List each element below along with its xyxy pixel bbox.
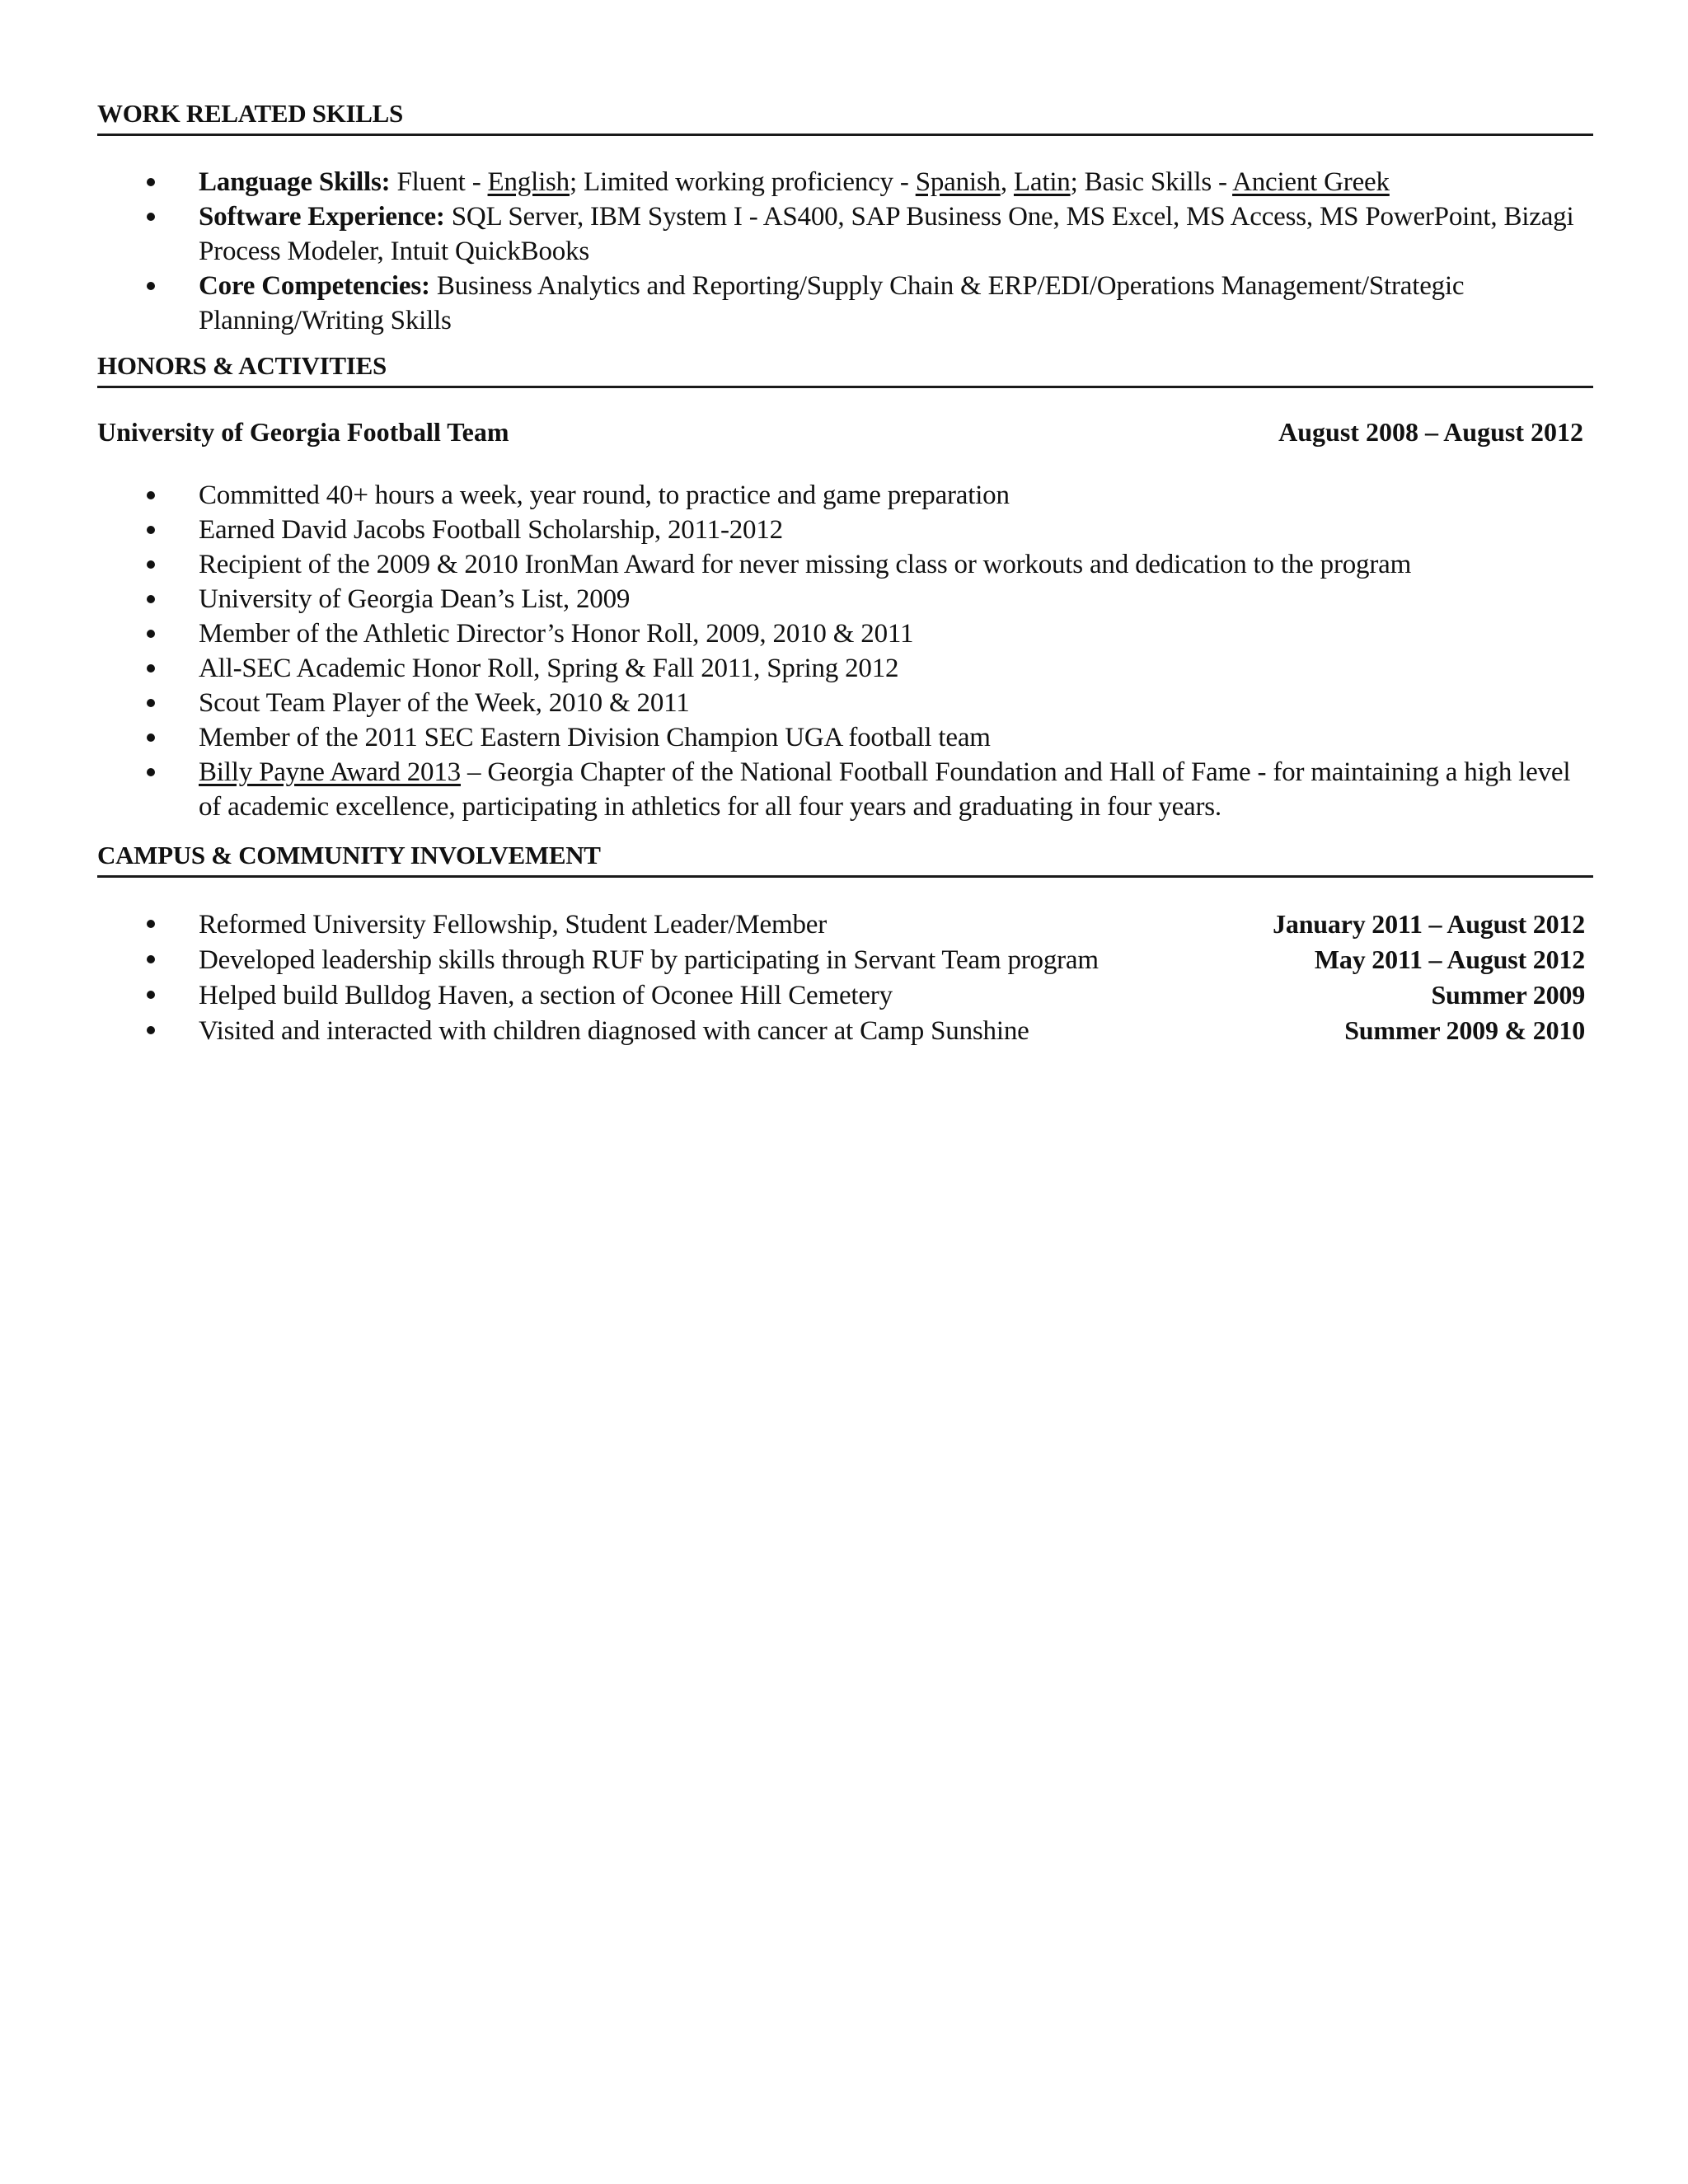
bullet-icon xyxy=(147,630,155,638)
item-text: University of Georgia Dean’s List, 2009 xyxy=(199,584,631,614)
campus-community-list xyxy=(97,907,1593,1048)
text: ; Limited working proficiency - xyxy=(569,167,916,197)
bullet-icon xyxy=(147,733,155,742)
row xyxy=(199,907,1593,942)
lang-english: English xyxy=(487,167,570,197)
list-item xyxy=(97,582,1593,616)
item-text: Member of the 2011 SEC Eastern Division Champion UGA football team xyxy=(199,723,991,752)
award-description: – Georgia Chapter of the National Football Foundation and Hall of Fame - for maintaining a high level of academic excellence, participating in athletics for all four years and graduating in four years. xyxy=(199,757,1571,822)
item-text: Developed leadership skills through RUF by participating in Servant Team program xyxy=(199,945,1099,975)
item-date: Summer 2009 & 2010 xyxy=(1344,1015,1585,1045)
lang-latin: Latin xyxy=(1013,167,1071,197)
list-item xyxy=(97,977,1593,1013)
label-core-competencies: Core Competencies: xyxy=(199,271,430,301)
bullet-icon xyxy=(147,955,155,963)
organization-header xyxy=(97,415,1583,449)
text: , xyxy=(1000,167,1014,197)
row xyxy=(199,942,1593,977)
label-software-experience: Software Experience: xyxy=(199,202,445,232)
item-text: Recipient of the 2009 & 2010 IronMan Award for never missing class or workouts and dedication to the program xyxy=(199,550,1412,579)
item-date: May 2011 – August 2012 xyxy=(1314,944,1585,974)
software-list: SQL Server, IBM System I - AS400, SAP Business One, MS Excel, MS Access, MS PowerPoint, Bizagi Process Modeler, Intuit QuickBooks xyxy=(199,202,1574,266)
list-item xyxy=(97,942,1593,977)
list-item xyxy=(97,720,1593,755)
organization-dates: August 2008 – August 2012 xyxy=(1278,417,1583,447)
item-text: Member of the Athletic Director’s Honor Roll, 2009, 2010 & 2011 xyxy=(199,619,914,649)
list-item xyxy=(97,1013,1593,1048)
item-date: Summer 2009 xyxy=(1431,980,1585,1010)
award-billy-payne: Billy Payne Award 2013 xyxy=(199,757,461,787)
bullet-icon xyxy=(147,991,155,999)
list-item xyxy=(97,651,1593,686)
lang-spanish: Spanish xyxy=(915,167,1001,197)
list-item-software-experience xyxy=(97,199,1593,269)
list-item-core-competencies xyxy=(97,269,1593,338)
item-text: Helped build Bulldog Haven, a section of Oconee Hill Cemetery xyxy=(199,981,893,1010)
list-item xyxy=(97,907,1593,942)
list-item xyxy=(97,478,1593,513)
bullet-icon xyxy=(147,491,155,499)
list-item xyxy=(97,547,1593,582)
item-text: Visited and interacted with children diagnosed with cancer at Camp Sunshine xyxy=(199,1016,1029,1046)
bullet-icon xyxy=(147,560,155,569)
item-text: Reformed University Fellowship, Student Leader/Member xyxy=(199,910,827,940)
item-date: January 2011 – August 2012 xyxy=(1273,909,1585,939)
bullet-icon xyxy=(147,1026,155,1034)
text: ; Basic Skills - xyxy=(1070,167,1233,197)
competencies-list: Business Analytics and Reporting/Supply Chain & ERP/EDI/Operations Management/Strategic Planning/Writing Skills xyxy=(199,271,1465,335)
bullet-icon xyxy=(147,699,155,707)
lang-ancient-greek: Ancient Greek xyxy=(1232,167,1390,197)
section-heading-honors: HONORS & ACTIVITIES xyxy=(97,349,1593,388)
list-item xyxy=(97,686,1593,720)
section-heading-campus-community: CAMPUS & COMMUNITY INVOLVEMENT xyxy=(97,839,1593,878)
row xyxy=(199,1013,1593,1048)
bullet-icon xyxy=(147,526,155,534)
row xyxy=(199,977,1593,1013)
section-heading-work-skills: WORK RELATED SKILLS xyxy=(97,97,1593,136)
bullet-icon xyxy=(147,768,155,776)
work-skills-list xyxy=(97,165,1593,338)
honors-list xyxy=(97,478,1593,824)
item-text: All-SEC Academic Honor Roll, Spring & Fall 2011, Spring 2012 xyxy=(199,654,899,683)
text: Fluent - xyxy=(390,167,488,197)
bullet-icon xyxy=(147,213,155,221)
organization-name: University of Georgia Football Team xyxy=(97,417,509,447)
list-item xyxy=(97,616,1593,651)
bullet-icon xyxy=(147,178,155,186)
label-language-skills: Language Skills: xyxy=(199,167,391,197)
item-text: Earned David Jacobs Football Scholarship, 2011-2012 xyxy=(199,515,783,545)
bullet-icon xyxy=(147,920,155,928)
item-text: Committed 40+ hours a week, year round, to practice and game preparation xyxy=(199,480,1010,510)
bullet-icon xyxy=(147,595,155,603)
bullet-icon xyxy=(147,664,155,673)
list-item-language-skills xyxy=(97,165,1593,199)
item-text: Scout Team Player of the Week, 2010 & 2011 xyxy=(199,688,690,718)
list-item-billy-payne-award xyxy=(97,755,1593,824)
list-item xyxy=(97,513,1593,547)
bullet-icon xyxy=(147,282,155,290)
